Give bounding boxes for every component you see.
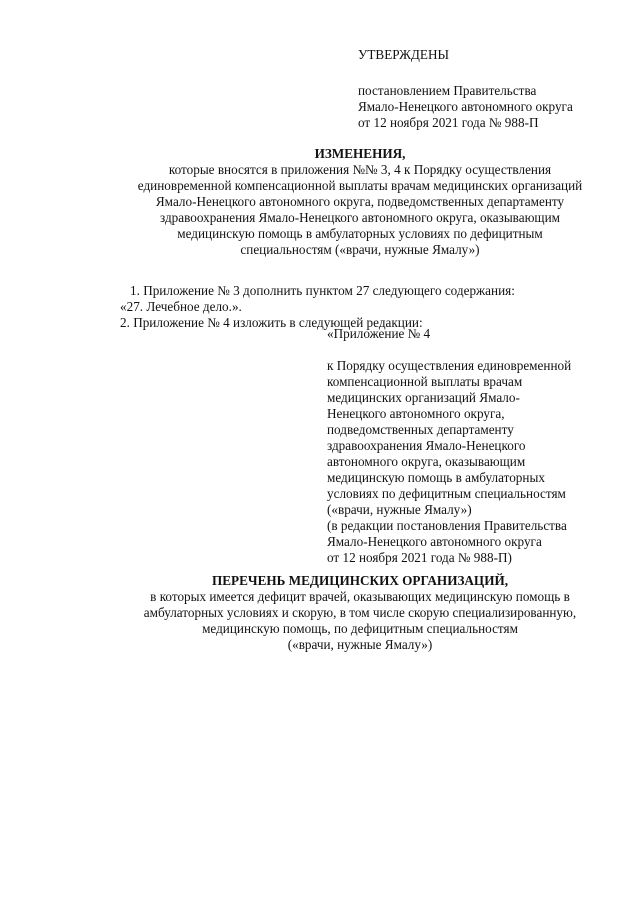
annex-line: медицинских организаций Ямало- [327,390,520,405]
changes-line: специальностям («врачи, нужные Ямалу») [240,242,480,257]
list-line: медицинскую помощь, по дефицитным специальностям [202,621,518,636]
approval-heading: УТВЕРЖДЕНЫ [358,47,450,62]
approval-line: от 12 ноября 2021 года № 988-П [358,115,539,130]
list-title: ПЕРЕЧЕНЬ МЕДИЦИНСКИХ ОРГАНИЗАЦИЙ, [211,573,509,588]
changes-line: здравоохранения Ямало-Ненецкого автономного округа, оказывающим [160,210,560,225]
annex-line: к Порядку осуществления единовременной [327,358,572,373]
approval-line: Ямало-Ненецкого автономного округа [358,99,573,114]
list-line: в которых имеется дефицит врачей, оказывающих медицинскую помощь в [150,589,570,604]
amendment-item-1: 1. Приложение № 3 дополнить пунктом 27 следующего содержания: [130,283,515,298]
amendment-items [120,283,515,331]
amendment-item-2: 2. Приложение № 4 изложить в следующей редакции: [120,315,423,330]
annex-line: («врачи, нужные Ямалу») [327,502,472,517]
annex-line: подведомственных департаменту [327,422,514,437]
amendment-item-1-quote: «27. Лечебное дело.». [120,299,242,314]
changes-section [80,146,640,258]
annex-line: компенсационной выплаты врачам [327,374,523,389]
changes-line: единовременной компенсационной выплаты врачам медицинских организаций [137,178,583,193]
annex-line: Ненецкого автономного округа, [327,406,505,421]
approval-details [358,83,573,131]
annex-line: автономного округа, оказывающим [327,454,526,469]
changes-line: медицинскую помощь в амбулаторных условиях по дефицитным [177,226,543,241]
annex-line: (в редакции постановления Правительства [327,518,567,533]
changes-line: Ямало-Ненецкого автономного округа, подведомственных департаменту [155,194,565,209]
list-section [80,573,640,653]
annex-title: «Приложение № 4 [327,326,431,341]
changes-title: ИЗМЕНЕНИЯ, [314,146,406,161]
approval-heading-block [358,47,449,63]
annex-header [327,326,571,566]
annex-line: от 12 ноября 2021 года № 988-П) [327,550,512,565]
approval-line: постановлением Правительства [358,83,537,98]
annex-line: медицинскую помощь в амбулаторных [327,470,545,485]
annex-line: Ямало-Ненецкого автономного округа [327,534,542,549]
annex-line: здравоохранения Ямало-Ненецкого [327,438,526,453]
annex-line: условиях по дефицитным специальностям [327,486,566,501]
list-line: («врачи, нужные Ямалу») [287,637,433,652]
changes-line: которые вносятся в приложения №№ 3, 4 к Порядку осуществления [168,162,552,177]
list-line: амбулаторных условиях и скорую, в том числе скорую специализированную, [143,605,577,620]
